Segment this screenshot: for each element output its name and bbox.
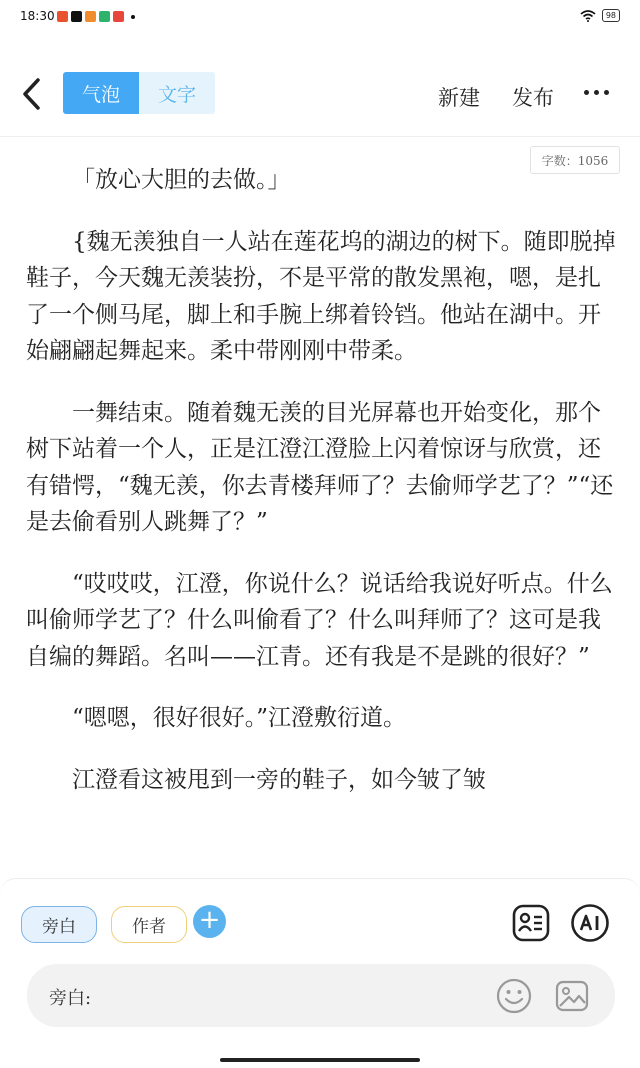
paragraph: “嗯嗯，很好很好。”江澄敷衍道。 [72, 705, 407, 731]
app-notification-icon [57, 11, 68, 22]
story-text-area[interactable] [26, 162, 616, 880]
paragraph: 一舞结束。随着魏无羡的目光屏幕也开始变化，那个树下站着一个人，正是江澄江澄脸上闪着惊讶与欣赏，还有错愕，“魏无羡，你去青楼拜师了？去偷师学艺了？”“还是去偷看别人跳舞了？” [26, 399, 614, 535]
message-input[interactable] [27, 964, 615, 1027]
more-options-icon[interactable] [584, 90, 609, 95]
add-role-icon[interactable]: + [193, 905, 226, 938]
top-bar [0, 60, 640, 130]
role-chip-author[interactable]: 作者 [111, 906, 187, 943]
back-arrow-icon[interactable] [18, 76, 48, 112]
ai-assistant-icon[interactable] [570, 903, 610, 943]
tab-bubble[interactable]: 气泡 [63, 72, 139, 114]
paragraph: 江澄看这被甩到一旁的鞋子，如今皱了皱 [72, 766, 486, 793]
notification-icons [57, 11, 135, 22]
battery-indicator: 98 [602, 9, 620, 22]
character-list-icon[interactable] [511, 903, 551, 943]
app-notification-icon [113, 11, 124, 22]
composer-panel [0, 878, 640, 1068]
word-count-badge: 字数：1056 [530, 146, 620, 174]
role-chip-narration[interactable]: 旁白 [21, 906, 97, 943]
app-notification-icon [85, 11, 96, 22]
new-button[interactable]: 新建 [438, 86, 480, 110]
paragraph: {魏无羡独自一人站在莲花坞的湖边的树下。随即脱掉鞋子，今天魏无羡装扮，不是平常的散发黑袍，嗯，是扎了一个侧马尾，脚上和手腕上绑着铃铛。他站在湖中。开始翩翩起舞起来。柔中带刚刚中带柔。 [26, 228, 616, 364]
tiktok-icon [71, 11, 82, 22]
publish-button[interactable]: 发布 [512, 86, 554, 110]
paragraph: 「放心大胆的去做。」 [72, 167, 291, 193]
tab-text[interactable]: 文字 [139, 72, 215, 114]
home-indicator [220, 1058, 420, 1062]
status-time: 18:30 [20, 9, 55, 23]
status-bar [0, 0, 640, 36]
image-icon[interactable] [554, 978, 590, 1014]
more-notifications-dot [131, 15, 135, 19]
header-divider [0, 136, 640, 137]
app-notification-icon [99, 11, 110, 22]
input-role-label: 旁白: [49, 988, 92, 1009]
paragraph: “哎哎哎，江澄，你说什么？说话给我说好听点。什么叫偷师学艺了？什么叫偷看了？什么叫拜师了？这可是我自编的舞蹈。名叫——江青。还有我是不是跳的很好？” [26, 570, 613, 670]
mode-switch [63, 72, 215, 114]
emoji-icon[interactable] [496, 978, 532, 1014]
wifi-icon [580, 10, 596, 22]
